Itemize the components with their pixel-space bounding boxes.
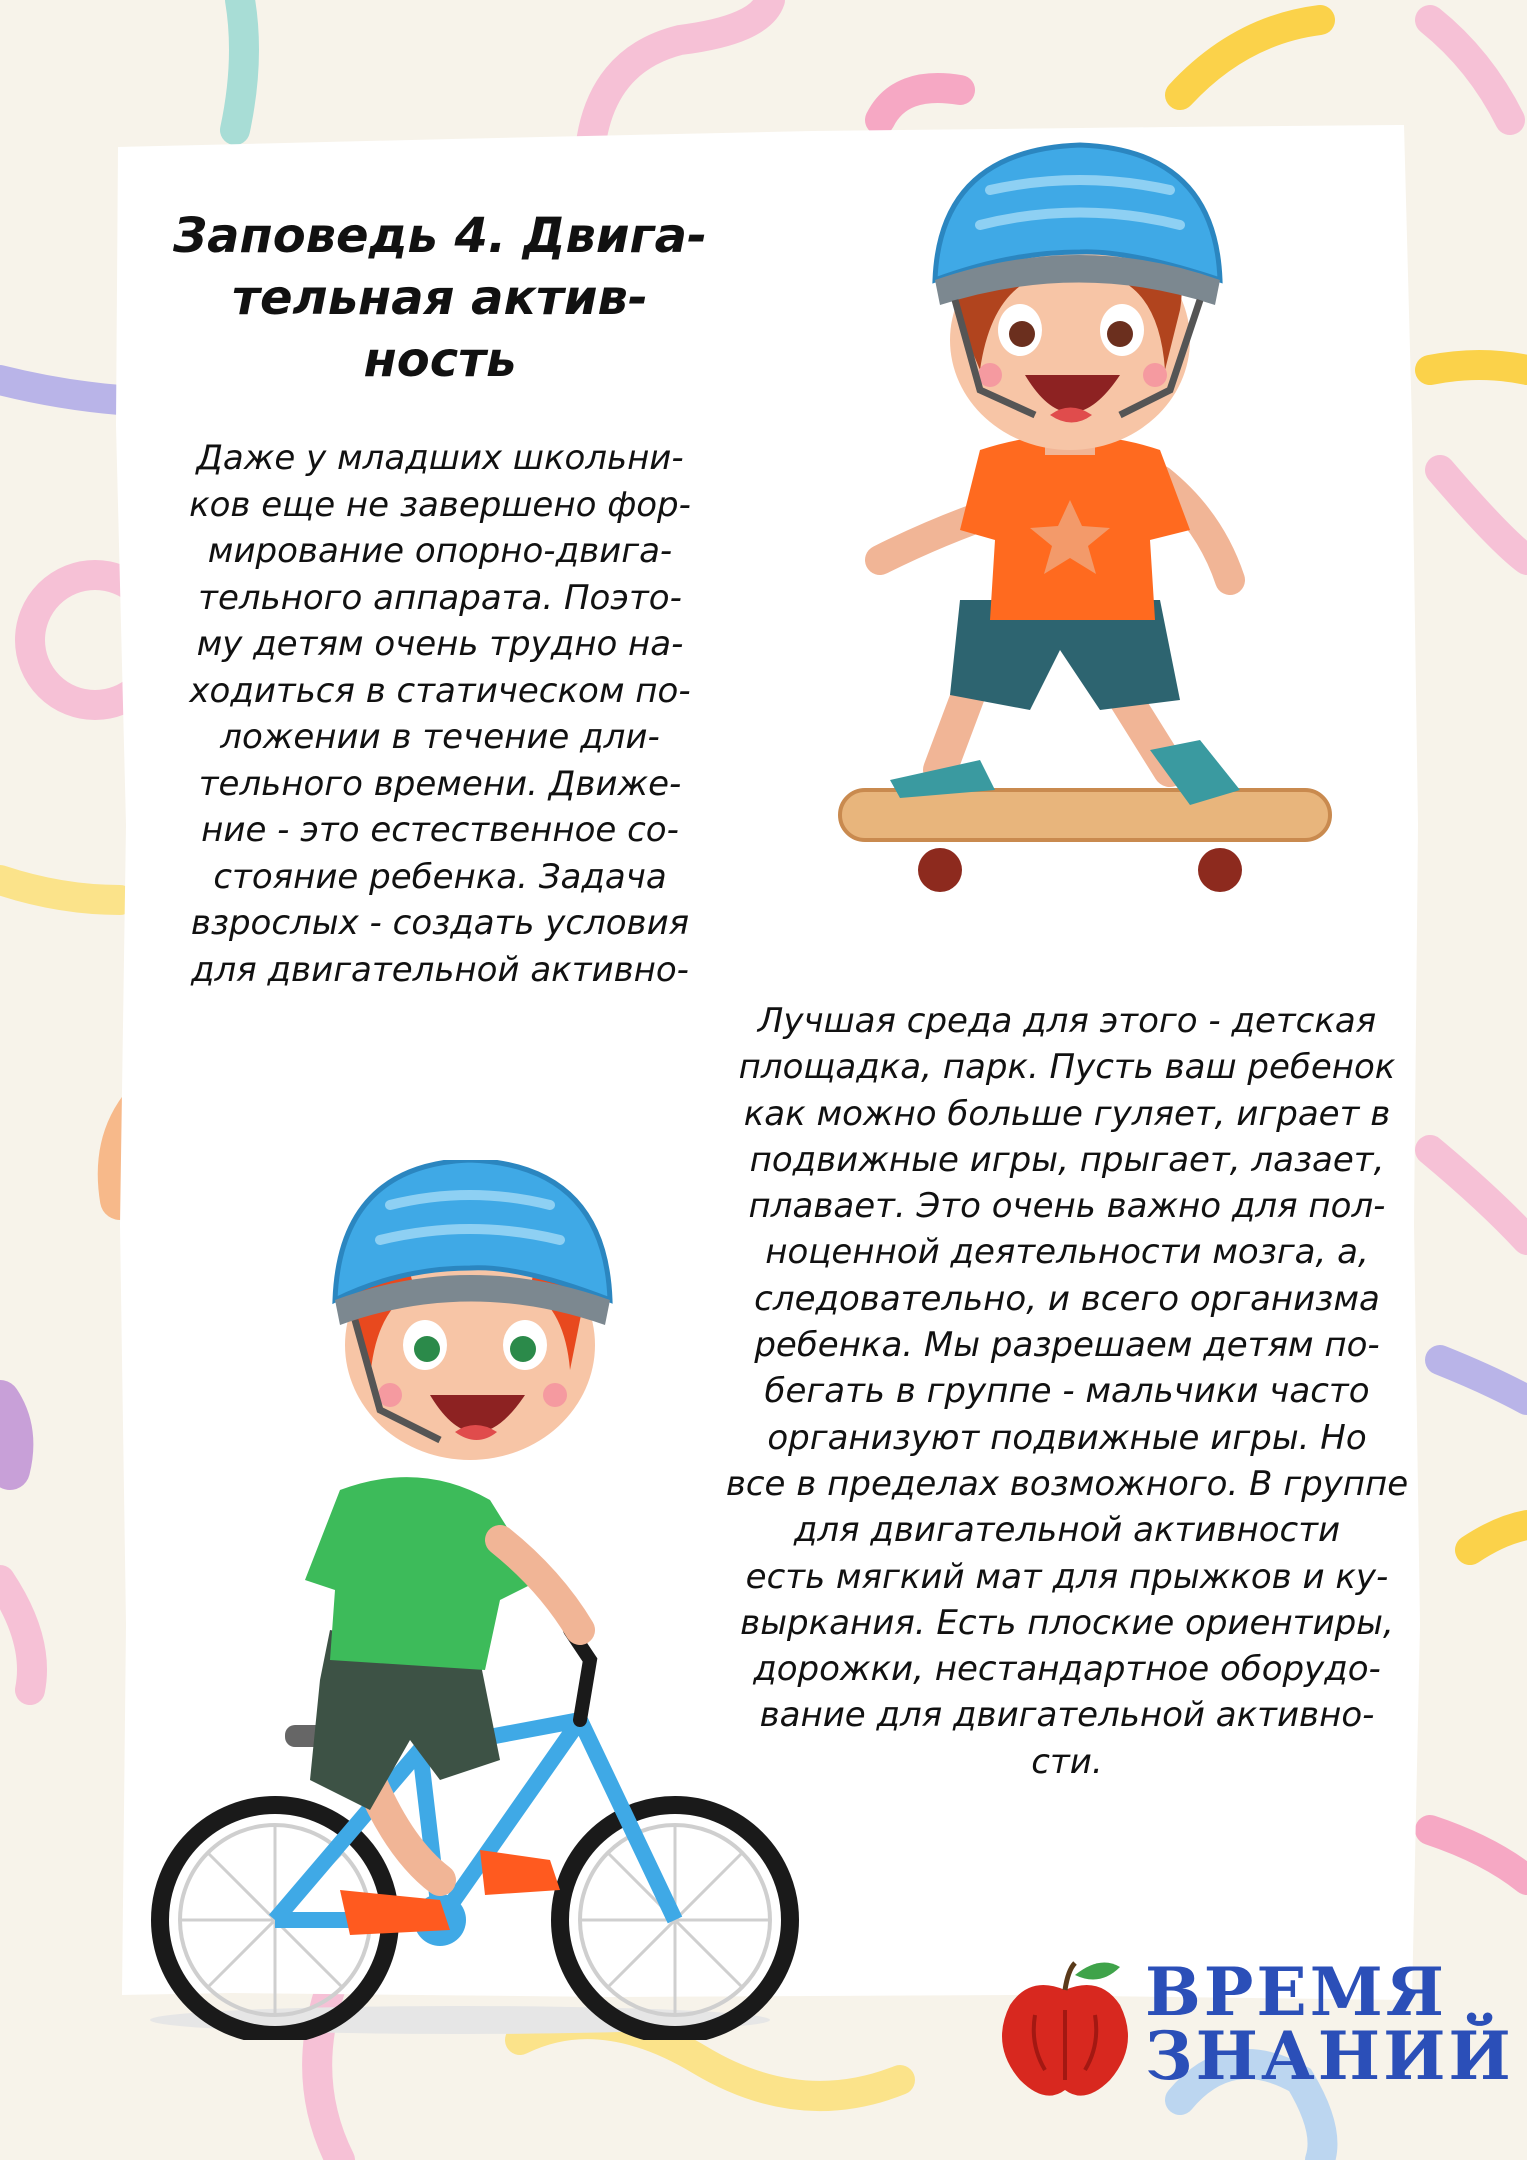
paragraph-1: Даже у младших школьни- ков еще не завершено фор- мирование опорно-двига- тельного аппарата. Поэто- му детям очень трудно на- ходиться в статическом по- ложении в течение дли- тельного времени. Движе- ние - это естественное со- стояние ребенка. Задача взрослых - создать условия для двигательной активно- (189, 438, 691, 990)
apple-icon (990, 1955, 1140, 2105)
boy-skateboard-icon (830, 130, 1340, 900)
paragraph-2: Лучшая среда для этого - детская площадка, парк. Пусть ваш ребенок как можно больше гуляет, играет в подвижные игры, прыгает, лазает, плавает. Это очень важно для пол- ноценной деятельности мозга, а, следовательно, и всего организма ребенка. Мы разрешаем детям по- бегать в группе - мальчики часто организуют подвижные игры. Но все в пределах возможного. В группе для двигательной активности есть мягкий мат для прыжков и ку- выркания. Есть плоские ориентиры, дорожки, нестандартное оборудо- вание для двигательной активно- сти. (725, 1001, 1409, 1782)
boy-bicycle-icon (140, 1160, 800, 2040)
page-title: Заповедь 4. Двига- тельная актив- ность (173, 208, 707, 388)
logo-text: ВРЕМЯ ЗНАНИЙ (1145, 1953, 1514, 2095)
